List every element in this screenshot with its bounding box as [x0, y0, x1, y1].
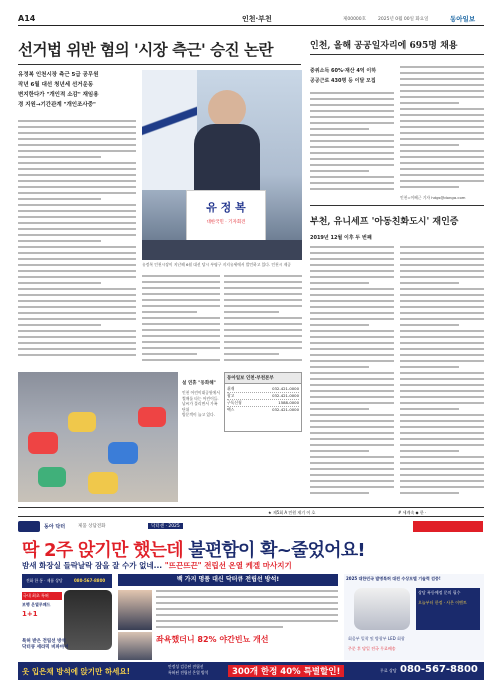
ad-left-caption [22, 638, 112, 650]
deck-line: 공공근로 430명 등 이달 모집 [310, 78, 376, 84]
story1-photo [142, 70, 302, 260]
story2-body-col2 [400, 66, 484, 192]
ad-headline [22, 536, 365, 562]
page-header [18, 12, 484, 26]
ad-bottom-left: 옷 입은채 방석에 앉기만 하세요! [22, 667, 131, 676]
ad-badge: 1+1 [22, 610, 38, 618]
story3-deck: 2019년 12월 이후 두 번째 [310, 235, 372, 241]
paper-name: 동아일보 [450, 15, 476, 23]
story4-caption [182, 380, 222, 418]
info-label: 구독신청 [227, 400, 242, 405]
caption-line: 날씨가 풀리면서 가족 단위 [182, 401, 218, 412]
bumper-car [38, 467, 66, 487]
caption-line: 썰매를 타는 어린이들. [182, 395, 219, 401]
ad-top-row [18, 520, 484, 534]
story3-rule-top [310, 205, 484, 206]
info-value: 032-421-0000 [272, 393, 299, 398]
story4-title: 설 연휴 "동화해" [182, 381, 216, 386]
info-row [227, 393, 299, 400]
ad-bottom-mid-line: 특허된 전립선 온열 방석 [168, 670, 209, 675]
ad-phone-label: 전화 한 통 · 제품 상담 [26, 578, 63, 583]
ad-right-text: 상담 폭등예정 문의 필수 [418, 590, 461, 595]
story2-rule [310, 54, 484, 55]
story3-headline: 부천, 유니세프 '아동친화도시' 재인증 [310, 217, 459, 227]
deck-line: 중위소득 60%·재산 4억 이하 [310, 68, 377, 74]
ad-right-phone-card [416, 588, 480, 630]
ad-doctor-photo-2 [118, 632, 152, 660]
info-value: 032-421-0000 [272, 386, 299, 391]
issue-number: 제00000호 [343, 17, 367, 22]
bumper-car [108, 442, 138, 464]
info-value: 1588-0000 [278, 400, 299, 405]
deck-line: 작년 6월 대선 청년세 선거운동 [18, 82, 94, 88]
ad-bottom-mid [168, 664, 208, 676]
ad-brand-logo [18, 521, 40, 532]
ad-brand: 동아 닥터 [44, 524, 66, 530]
story4-photo [18, 372, 178, 502]
issue-date: 2025년 0월 00일 화요일 [378, 17, 429, 22]
bumper-car [88, 472, 118, 494]
crowd-strip [142, 240, 302, 260]
bumper-car [138, 407, 166, 427]
bumper-car [68, 412, 96, 432]
ad-bottom-bar [18, 662, 484, 680]
ad-tag: 제품 상담전화 [78, 524, 106, 529]
story1-headline: 선거법 위반 혐의 '시장 측근' 승진 논란 [18, 40, 273, 59]
info-box [224, 372, 302, 432]
info-row [227, 407, 299, 413]
ad-right-col [344, 574, 484, 660]
ad-bottom-mid-line: 안정성 검증된 전립선 [168, 664, 204, 669]
story1-body-col1 [18, 120, 136, 362]
ad-left-cap: 특허 받은 전립선 방석 [22, 639, 66, 644]
deck-line: 유정복 인천시장 측근 5급 공무원 [18, 72, 99, 78]
info-row [227, 400, 299, 407]
ad-left-cap: 닥터큐 세라믹 비파마어 [22, 645, 69, 650]
caption-line: 인천 어린이대공원에서 [182, 390, 220, 395]
ad-right-text-4: 회음부 밀착 및 방광부 LED 회광 [348, 636, 405, 641]
flag-graphic [142, 70, 197, 190]
deck-line: 변지한다가 "개인적 소감" 재임용 [18, 92, 99, 98]
story1-body-col2 [142, 275, 220, 365]
story2-deck [310, 66, 396, 86]
bumper-car [28, 432, 58, 454]
info-label: 취재 [227, 386, 235, 391]
ad-subhead [22, 560, 292, 571]
story1-rule [18, 64, 301, 65]
caption-line: 방문객이 늘고 있다. [182, 412, 215, 417]
story1-photo-caption: 유정복 인천시장이 지난해 6월 대선 당시 부평구 지지유세에서 발언하고 있다. 인천시 제공 [142, 262, 291, 267]
story1-deck [18, 70, 136, 110]
ad-right-award: 2025 대한민국 발명특허 대전 수상모델 기술력 검증! [346, 576, 441, 581]
ad-doctor-photo [118, 590, 152, 630]
story2-headline: 인천, 올해 공공일자리에 695명 채용 [310, 41, 458, 51]
ad-block [18, 520, 484, 680]
ad-phone-mini: 080-567-8800 [74, 578, 106, 583]
ad-badge: 보행 온열무패드 [22, 602, 51, 607]
story3-body-col1 [310, 246, 394, 502]
person-figure [208, 90, 246, 128]
story3-body-col2 [400, 246, 484, 502]
story2-body-col1 [310, 92, 394, 192]
info-box-title: 동아일보 인천·부천본부 [225, 373, 301, 384]
banner-name: 유 정 복 [206, 201, 246, 214]
ad-strip: 백 가지 명품 대신 닥터큐 전립선 방석! [118, 574, 338, 586]
ad-bottom-phone-label: 무료 상담 [380, 668, 397, 673]
info-row [227, 386, 299, 393]
ad-bottom-offer: 300개 한정 40% 특별할인! [228, 665, 344, 677]
ad-sub-1: 밤새 화장실 들락날락 [22, 561, 93, 570]
ad-headline-part2: 불편함이 확~줄었어요! [188, 540, 365, 561]
ad-sub-2: 잠을 잘 수가 없네... [95, 561, 163, 570]
story1-body-col3 [224, 275, 302, 365]
page-code: A14 [18, 14, 36, 23]
story2-byline: 인천=이혜근 기자 hdgs@donga.com [400, 195, 466, 200]
section-name: 인천·부천 [242, 15, 272, 23]
ad-left-phone-box [22, 574, 112, 588]
ad-sub-3: "뜨끈뜨끈" 전립선 온열 케겔 마사지기 [164, 561, 292, 570]
info-value: 032-421-0000 [272, 407, 299, 412]
info-label: 팩스 [227, 407, 235, 412]
deck-line: 경 지원→기간관계 "개인조사중" [18, 102, 96, 108]
ad-bottom-phone[interactable]: 080-567-8800 [400, 664, 478, 675]
ad-headline-small: 좌욕했더니 82% 야간빈뇨 개선 [156, 635, 269, 644]
ad-right-text-5: 주문 후 당일 전국 무료배송 [348, 646, 396, 651]
ticker-bar [18, 507, 484, 517]
ad-right-text: 오늘부터 한정 · 사은 이벤트 [418, 600, 467, 605]
ad-product-device [354, 588, 410, 630]
ad-left-badges [22, 592, 62, 618]
ticker-right: # 세계속 ◆ 한 · [398, 510, 427, 515]
info-label: 광고 [227, 393, 235, 398]
ad-top-red [413, 521, 483, 532]
ticker-left: ★ 제5회 A 민원 제기 이 호 [268, 510, 316, 515]
ad-headline-part1: 딱 2주 앉기만 했는데 [22, 540, 189, 561]
ad-chip: 닥터센 · 2025 [148, 523, 183, 529]
ad-badge: 국내 최초 특허 [22, 592, 62, 600]
ad-center-text [156, 590, 338, 632]
banner-sub: 대한국민 · 기자회견 [206, 220, 246, 225]
